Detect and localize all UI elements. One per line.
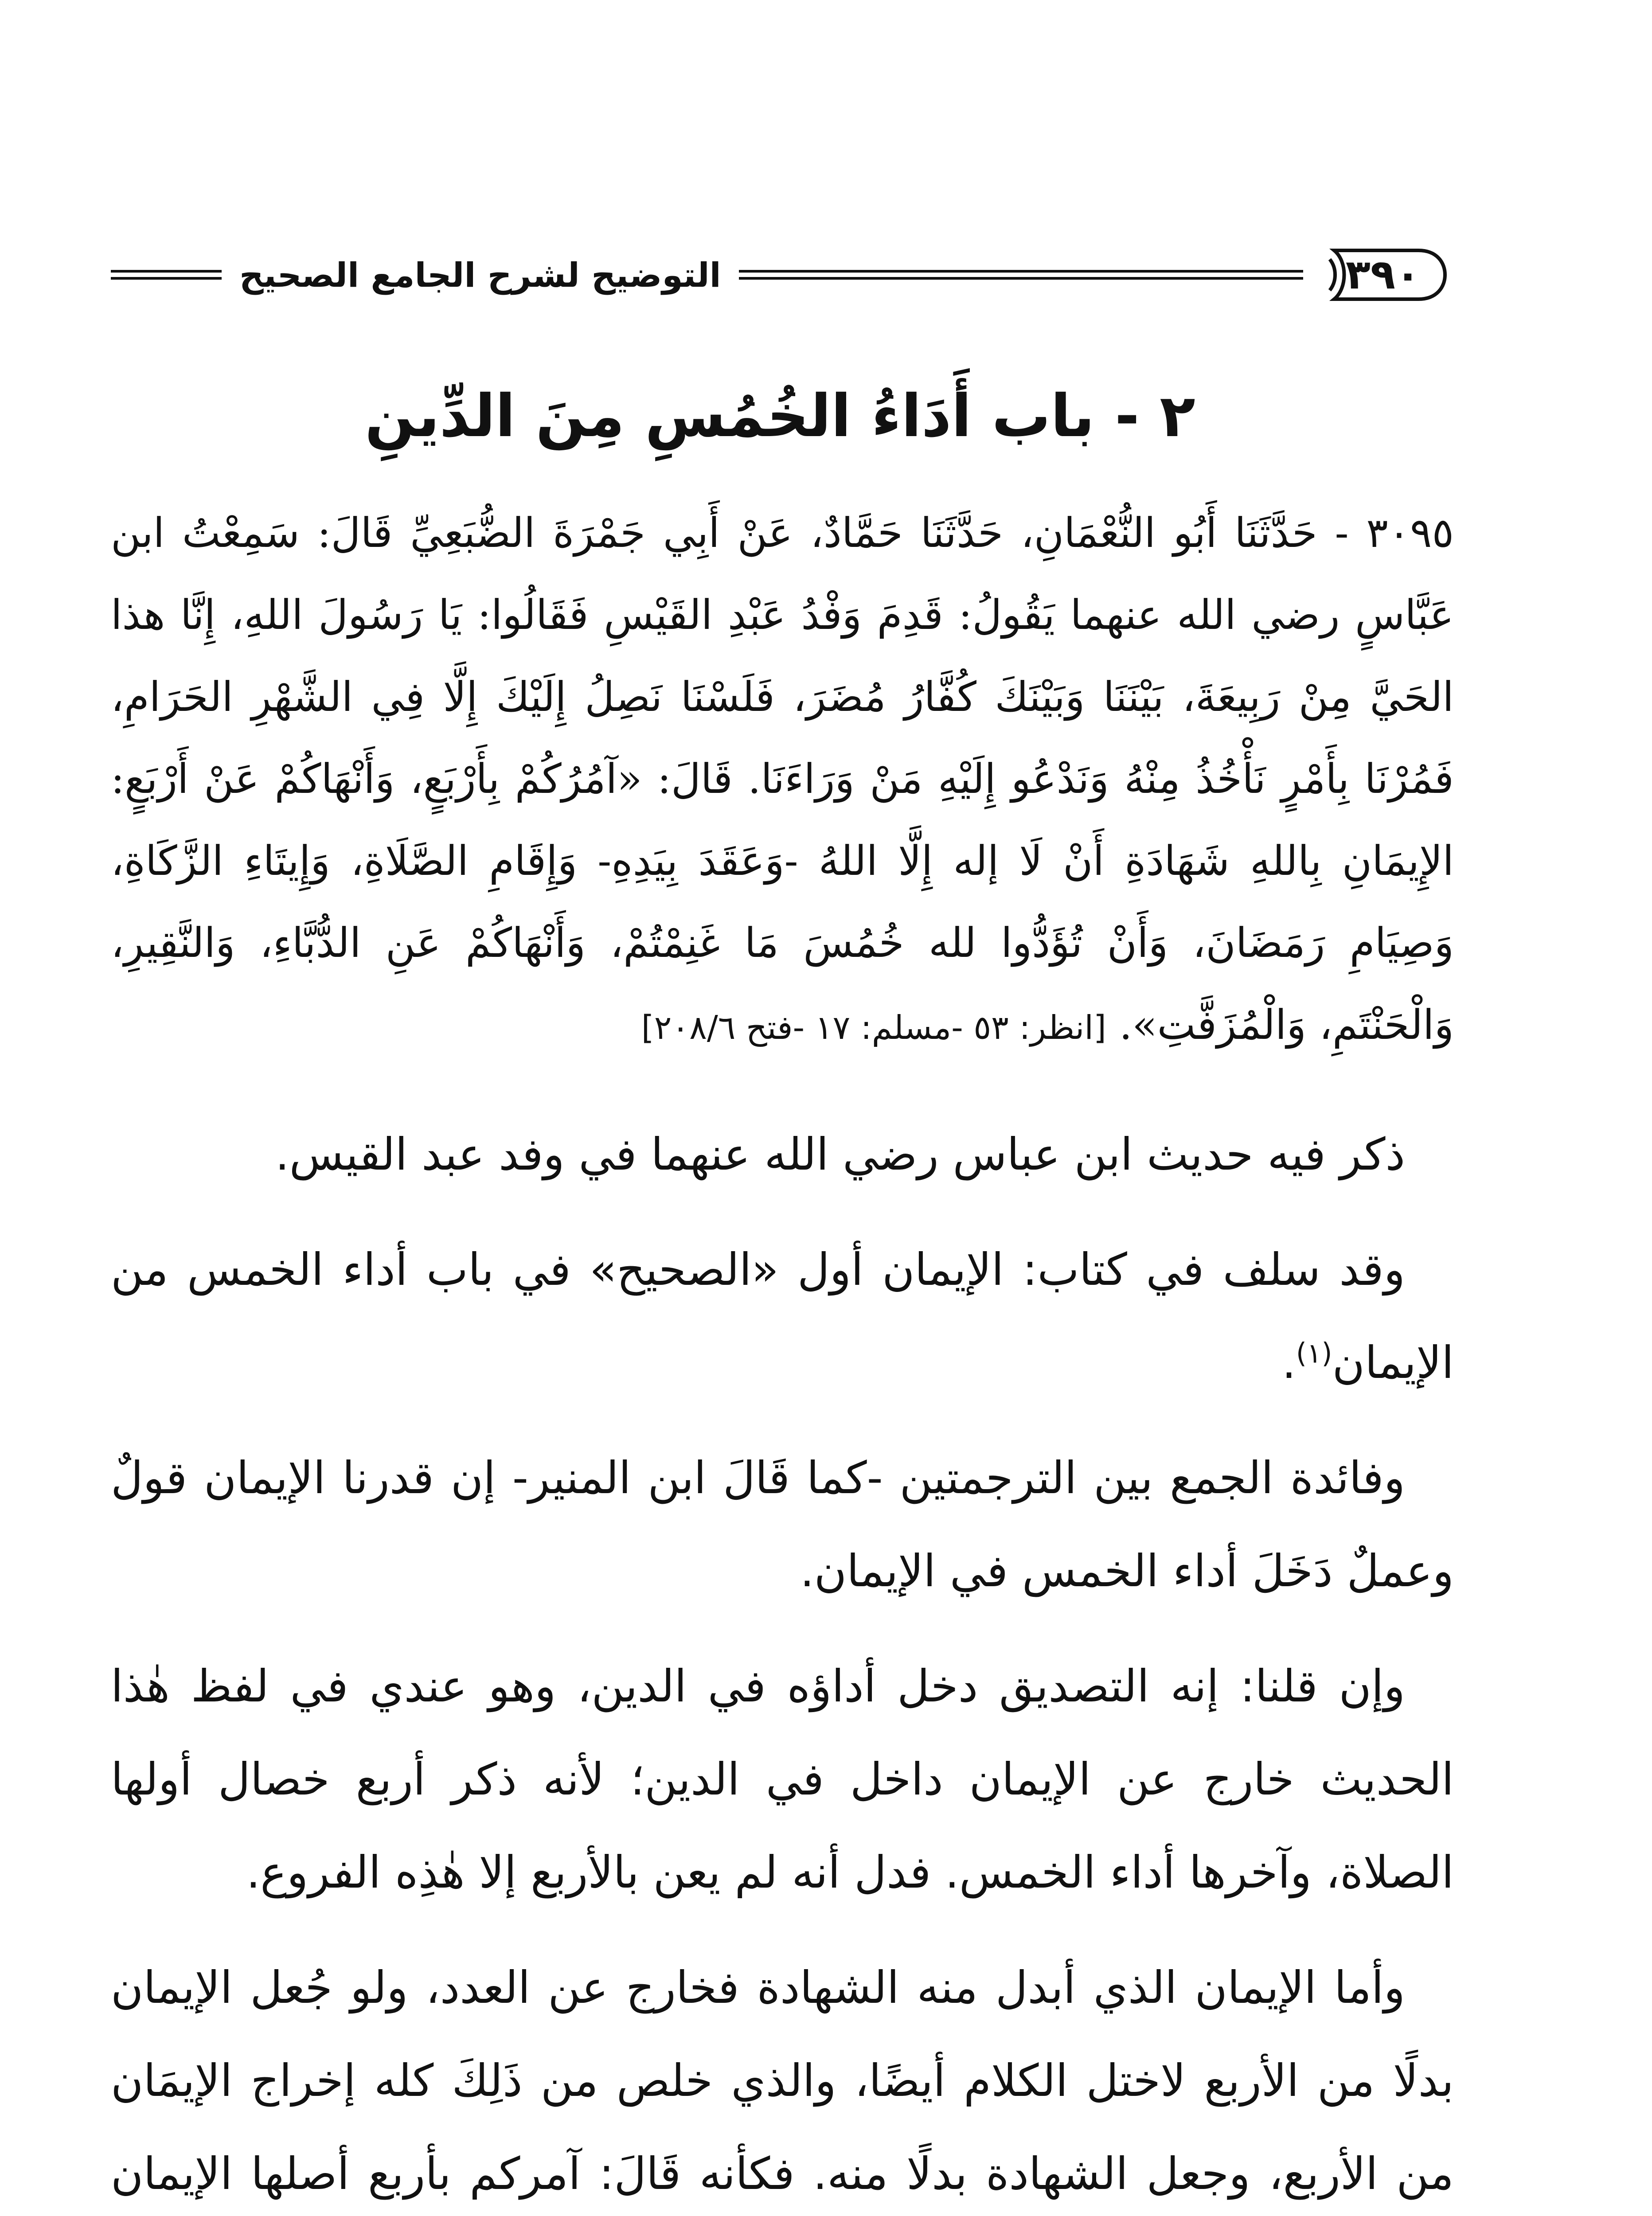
commentary-paragraph: وإن قلنا: إنه التصديق دخل أداؤه في الدين، وهو عندي في لفظ هٰذا الحديث خارج عن الإيمان داخل في الدين؛ لأنه ذكر أربع خصال أولها الصلاة، وآخرها أداء الخمس. فدل أنه لم يعن بالأربع إلا هٰذِه الفروع. <box>111 1660 1454 1898</box>
footnote-reference[interactable]: (١) <box>1296 1337 1332 1369</box>
page-number: ٣٩٠ <box>1345 251 1421 298</box>
commentary-paragraph <box>111 1223 1454 1409</box>
hadith-reference: [انظر: ٥٣ -مسلم: ١٧ -فتح ٢٠٨/٦] <box>641 1009 1106 1047</box>
hadith-text: ٣٠٩٥ - حَدَّثَنَا أَبُو النُّعْمَانِ، حَدَّثَنَا حَمَّادٌ، عَنْ أَبِي جَمْرَةَ الضُّبَعِيِّ قَالَ: سَمِعْتُ ابن عَبَّاسٍ رضي الله عنهما يَقُولُ: قَدِمَ وَفْدُ عَبْدِ القَيْسِ فَقَالُوا: يَا رَسُولَ اللهِ، إِنَّا هذا الحَيَّ مِنْ رَبِيعَةَ، بَيْنَنَا وَبَيْنَكَ كُفَّارُ مُضَرَ، فَلَسْنَا نَصِلُ إِلَيْكَ إِلَّا فِي الشَّهْرِ الحَرَامِ، فَمُرْنَا بِأَمْرٍ نَأْخُذُ مِنْهُ وَنَدْعُو إِلَيْهِ مَنْ وَرَاءَنَا. قَالَ: «آمُرُكُمْ بِأَرْبَعٍ، وَأَنْهَاكُمْ عَنْ أَرْبَعٍ: الإِيمَانِ بِاللهِ شَهَادَةِ أَنْ لَا إله إِلَّا اللهُ -وَعَقَدَ بِيَدِهِ- وَإِقَامِ الصَّلَاةِ، وَإِيتَاءِ الزَّكَاةِ، وَصِيَامِ رَمَضَانَ، وَأَنْ تُؤَدُّوا لله خُمُسَ مَا غَنِمْتُمْ، وَأَنْهَاكُمْ عَنِ الدُّبَّاءِ، وَالنَّقِيرِ، وَالْحَنْتَمِ، وَالْمُزَفَّتِ». <box>111 509 1454 1049</box>
hadith-block <box>111 492 1454 1069</box>
paragraph-end: . <box>1282 1337 1296 1389</box>
commentary-paragraph: ذكر فيه حديث ابن عباس رضي الله عنهما في وفد عبد القيس. <box>275 1128 1405 1180</box>
commentary <box>111 1108 1454 2216</box>
header-rule <box>739 270 1303 280</box>
paragraph-text: وقد سلف في كتاب: الإيمان أول «الصحيح» في باب أداء الخمس من الإيمان <box>111 1244 1454 1389</box>
chapter-heading: ٢ - باب أَدَاءُ الخُمُسِ مِنَ الدِّينِ <box>365 382 1195 450</box>
header-rule-short <box>111 270 222 280</box>
running-header <box>111 230 1449 319</box>
book-title: التوضيح لشرح الجامع الصحيح <box>239 255 721 295</box>
commentary-paragraph: وأما الإيمان الذي أبدل منه الشهادة فخارج عن العدد، ولو جُعل الإيمان بدلًا من الأربع لاختل الكلام أيضًا، والذي خلص من ذَلِكَ كله إخراج الإيمَان من الأربع، وجعل الشهادة بدلًا منه. فكأنه قَالَ: آمركم بأربع أصلها الإيمان <box>111 1962 1454 2200</box>
page-number-badge <box>1316 237 1449 312</box>
commentary-paragraph: وفائدة الجمع بين الترجمتين -كما قَالَ ابن المنير- إن قدرنا الإيمان قولٌ وعملٌ دَخَلَ أداء الخمس في الإيمان. <box>111 1452 1454 1597</box>
